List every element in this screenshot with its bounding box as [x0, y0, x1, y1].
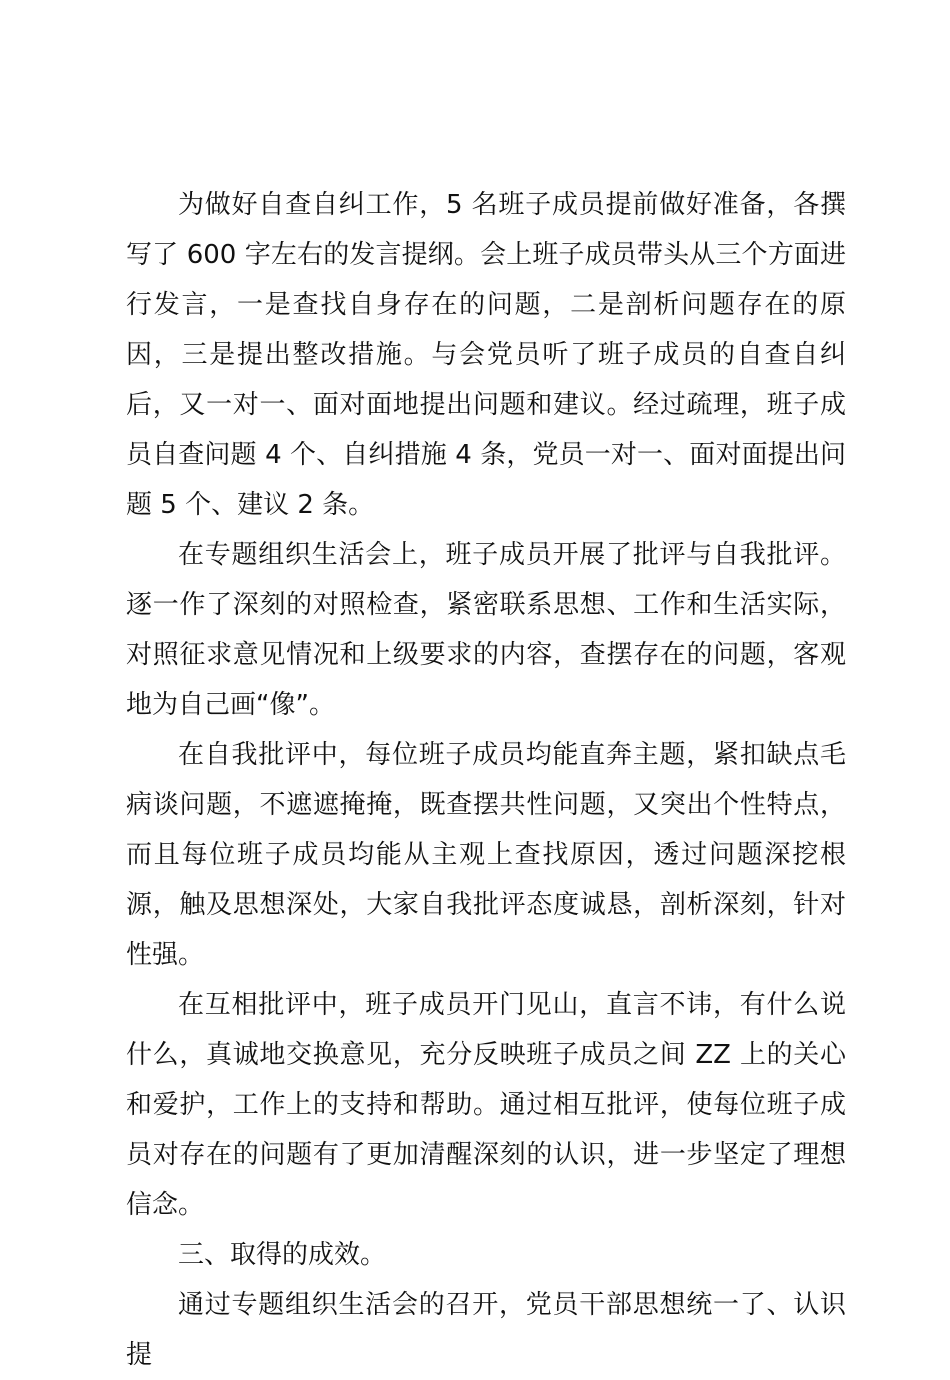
document-body	[126, 180, 846, 1380]
paragraph-self-criticism: 在自我批评中，每位班子成员均能直奔主题，紧扣缺点毛病谈问题，不遮遮掩掩，既查摆共性问题，又突出个性特点，而且每位班子成员均能从主观上查找原因，透过问题深挖根源，触及思想深处，大家自我批评态度诚恳，剖析深刻，针对性强。	[126, 740, 846, 970]
paragraph-results: 通过专题组织生活会的召开，党员干部思想统一了、认识提	[126, 1290, 846, 1370]
section-heading-results: 三、取得的成效。	[178, 1240, 387, 1270]
paragraph-self-check: 为做好自查自纠工作，5 名班子成员提前做好准备，各撰写了 600 字左右的发言提纲。会上班子成员带头从三个方面进行发言，一是查找自身存在的问题，二是剖析问题存在的原因，三是提出整改措施。与会党员听了班子成员的自查自纠后，又一对一、面对面地提出问题和建议。经过疏理，班子成员自查问题 4 个、自纠措施 4 条，党员一对一、面对面提出问题 5 个、建议 2 条。	[126, 190, 846, 520]
paragraph-mutual-criticism: 在互相批评中，班子成员开门见山，直言不讳，有什么说什么，真诚地交换意见，充分反映班子成员之间 ZZ 上的关心和爱护，工作上的支持和帮助。通过相互批评，使每位班子成员对存在的问题有了更加清醒深刻的认识，进一步坚定了理想信念。	[126, 990, 846, 1220]
paragraph-criticism-meeting: 在专题组织生活会上，班子成员开展了批评与自我批评。逐一作了深刻的对照检查，紧密联系思想、工作和生活实际，对照征求意见情况和上级要求的内容，查摆存在的问题，客观地为自己画“像”。	[126, 540, 846, 720]
